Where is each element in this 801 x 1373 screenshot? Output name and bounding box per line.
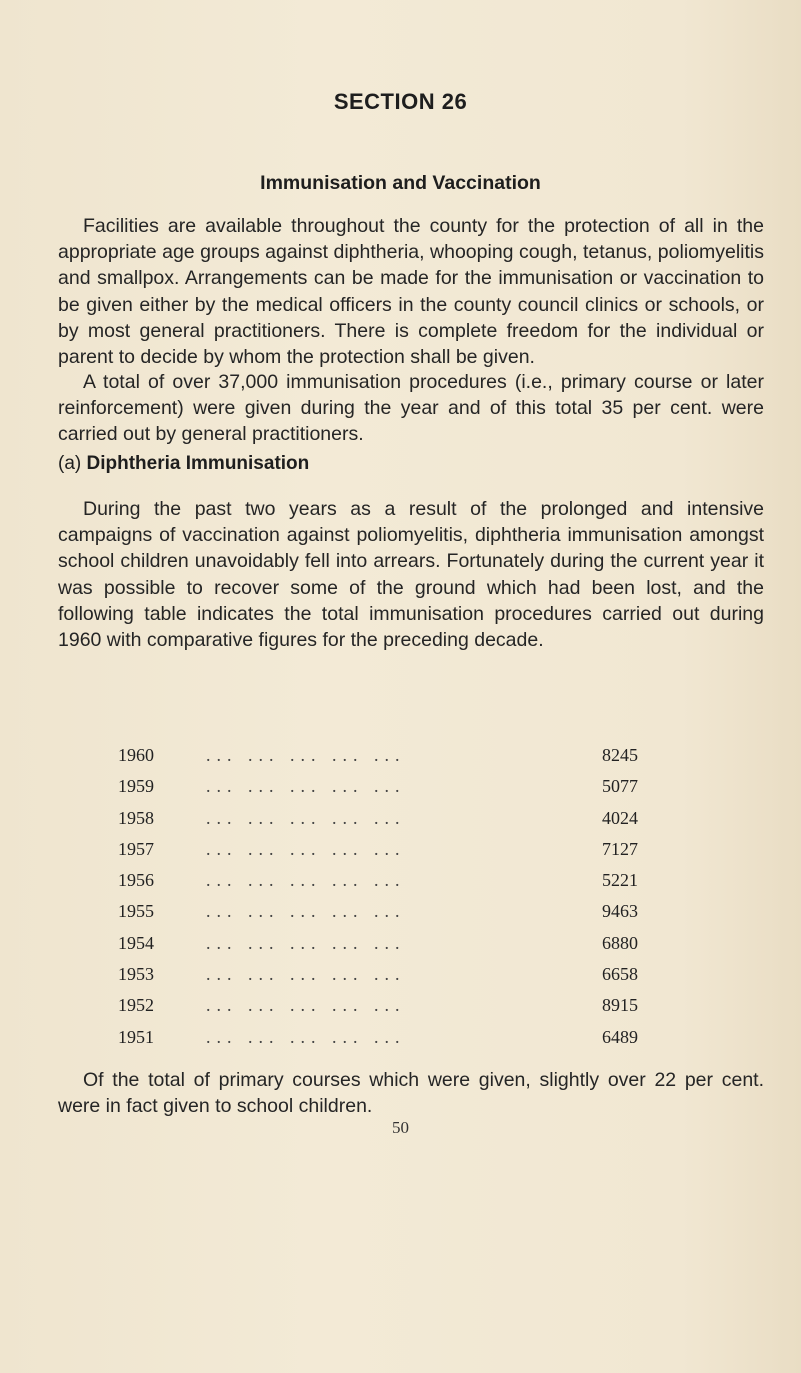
- table-value: 6880: [602, 932, 638, 953]
- table-year: 1952: [118, 995, 154, 1016]
- table-row: [118, 808, 638, 839]
- subsection-title: Diphtheria Immunisation: [86, 453, 310, 474]
- table-row: [118, 964, 638, 995]
- paragraph-total-procedures: A total of over 37,000 immunisation procedures (i.e., primary course or later reinforcement) were given during the year and of this total 35 per cent. were carried out by general practitioners.: [58, 371, 764, 446]
- dot-leader: ... ... ... ... ...: [206, 870, 406, 891]
- immunisation-table: [118, 745, 638, 1058]
- table-row: [118, 995, 638, 1026]
- table-value: 6658: [602, 964, 638, 985]
- page-title: Immunisation and Vaccination: [260, 172, 541, 194]
- table-value: 4024: [602, 807, 638, 828]
- table-value: 8915: [602, 995, 638, 1016]
- dot-leader: ... ... ... ... ...: [206, 1026, 406, 1047]
- table-row: [118, 1027, 638, 1058]
- dot-leader: ... ... ... ... ...: [206, 932, 406, 953]
- table-value: 5221: [602, 870, 638, 891]
- subsection-label: (a): [58, 453, 82, 474]
- dot-leader: ... ... ... ... ...: [206, 776, 406, 797]
- table-year: 1957: [118, 838, 154, 859]
- table-value: 7127: [602, 838, 638, 859]
- paragraph-facilities: Facilities are available throughout the county for the protection of all in the appropriate age groups against diphtheria, whooping cough, tetanus, poliomyelitis and smallpox. Arrangements can be made for the immunisation or vaccination to be given either by the medical officers in the county council clinics or schools, or by most general practitioners. There is complete freedom for the individual or parent to decide by whom the protection shall be given.: [58, 215, 764, 369]
- table-year: 1959: [118, 776, 154, 797]
- dot-leader: ... ... ... ... ...: [206, 807, 406, 828]
- table-value: 6489: [602, 1026, 638, 1047]
- table-row: [118, 933, 638, 964]
- dot-leader: ... ... ... ... ...: [206, 995, 406, 1016]
- dot-leader: ... ... ... ... ...: [206, 964, 406, 985]
- table-row: [118, 839, 638, 870]
- table-row: [118, 745, 638, 776]
- paragraph-diphtheria: During the past two years as a result of the prolonged and intensive campaigns of vaccination against poliomyelitis, diphtheria immunisation amongst school children unavoidably fell into arrears. Fortunately during the current year it was possible to recover some of the ground which had been lost, and the following table indicates the total immunisation procedures carried out during 1960 with comparative figures for the preceding decade.: [58, 498, 764, 652]
- table-value: 5077: [602, 776, 638, 797]
- table-year: 1958: [118, 807, 154, 828]
- table-year: 1955: [118, 901, 154, 922]
- table-value: 8245: [602, 745, 638, 765]
- dot-leader: ... ... ... ... ...: [206, 838, 406, 859]
- page-number: 50: [392, 1118, 409, 1137]
- table-year: 1956: [118, 870, 154, 891]
- paragraph-primary-courses: Of the total of primary courses which were given, slightly over 22 per cent. were in fact given to school children.: [58, 1069, 764, 1118]
- table-year: 1953: [118, 964, 154, 985]
- table-year: 1951: [118, 1026, 154, 1047]
- table-row: [118, 870, 638, 901]
- table-year: 1954: [118, 932, 154, 953]
- dot-leader: ... ... ... ... ...: [206, 745, 406, 765]
- dot-leader: ... ... ... ... ...: [206, 901, 406, 922]
- table-row: [118, 776, 638, 807]
- table-year: 1960: [118, 745, 154, 765]
- table-row: [118, 901, 638, 932]
- section-heading: SECTION 26: [333, 89, 468, 114]
- subsection-heading: [58, 453, 309, 475]
- table-value: 9463: [602, 901, 638, 922]
